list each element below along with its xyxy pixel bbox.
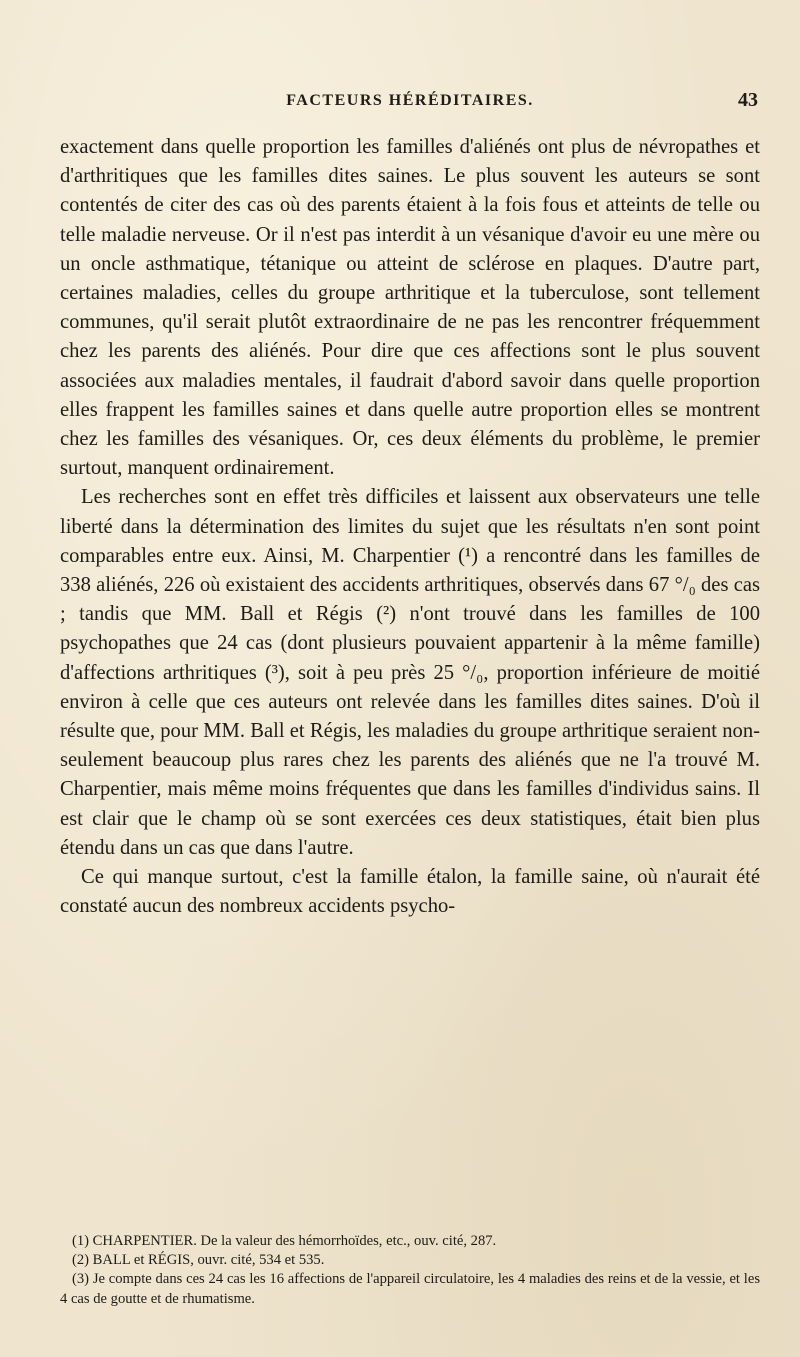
page-number: 43: [738, 89, 758, 111]
footnote: (1) CHARPENTIER. De la valeur des hémorrhoïdes, etc., ouv. cité, 287.: [72, 1233, 497, 1249]
paragraph: Les recherches sont en effet très difficiles et laissent aux observateurs une telle liberté dans la détermination des limites du sujet que les résultats n'en sont point comparables entre eux. Ainsi, M. Charpentier (¹) a rencontré dans les familles de 338 aliénés, 226 où existaient des accidents arthritiques, observés dans 67 °/₀ des cas ; tandis que MM. Ball et Régis (²) n'ont trouvé dans les familles de 100 psychopathes que 24 cas (dont plusieurs pouvaient appartenir à la même famille) d'affections arthritiques (³), soit à peu près 25 °/₀, proportion inférieure de moitié environ à celle que ces auteurs ont relevée dans les familles dites saines. D'où il résulte que, pour MM. Ball et Régis, les maladies du groupe arthritique seraient non-seulement beaucoup plus rares chez les parents des aliénés que ne l'a trouvé M. Charpentier, mais même moins fréquentes que dans les familles d'individus sains. Il est clair que le champ où se sont exercées ces deux statistiques, était bien plus étendu dans un cas que dans l'autre.: [60, 486, 760, 859]
main-text: [60, 133, 760, 921]
paragraph: exactement dans quelle proportion les familles d'aliénés ont plus de névropathes et d'arthritiques que les familles dites saines. Le plus souvent les auteurs se sont contentés de citer des cas où des parents étaient à la fois fous et atteints de telle ou telle maladie nerveuse. Or il n'est pas interdit à un vésanique d'avoir eu une mère ou un oncle asthmatique, tétanique ou atteint de sclérose en plaques. D'autre part, certaines maladies, celles du groupe arthritique et la tuberculose, sont tellement communes, qu'il serait plutôt extraordinaire de ne pas les rencontrer fréquemment chez les parents des aliénés. Pour dire que ces affections sont le plus souvent associées aux maladies mentales, il faudrait d'abord savoir dans quelle proportion elles frappent les familles saines et dans quelle autre proportion elles se montrent chez les familles des vésaniques. Or, ces deux éléments du problème, le premier surtout, manquent ordinairement.: [60, 136, 760, 480]
running-title: FACTEURS HÉRÉDITAIRES.: [286, 92, 534, 109]
page-header: [60, 89, 760, 120]
footnotes: [60, 1232, 760, 1309]
footnote: (3) Je compte dans ces 24 cas les 16 affections de l'appareil circulatoire, les 4 maladies des reins et de la vessie, et les 4 cas de goutte et de rhumatisme.: [60, 1271, 760, 1307]
footnote: (2) BALL et RÉGIS, ouvr. cité, 534 et 535.: [72, 1252, 325, 1269]
paragraph: Ce qui manque surtout, c'est la famille étalon, la famille saine, où n'aurait été constaté aucun des nombreux accidents psycho-: [60, 866, 760, 918]
